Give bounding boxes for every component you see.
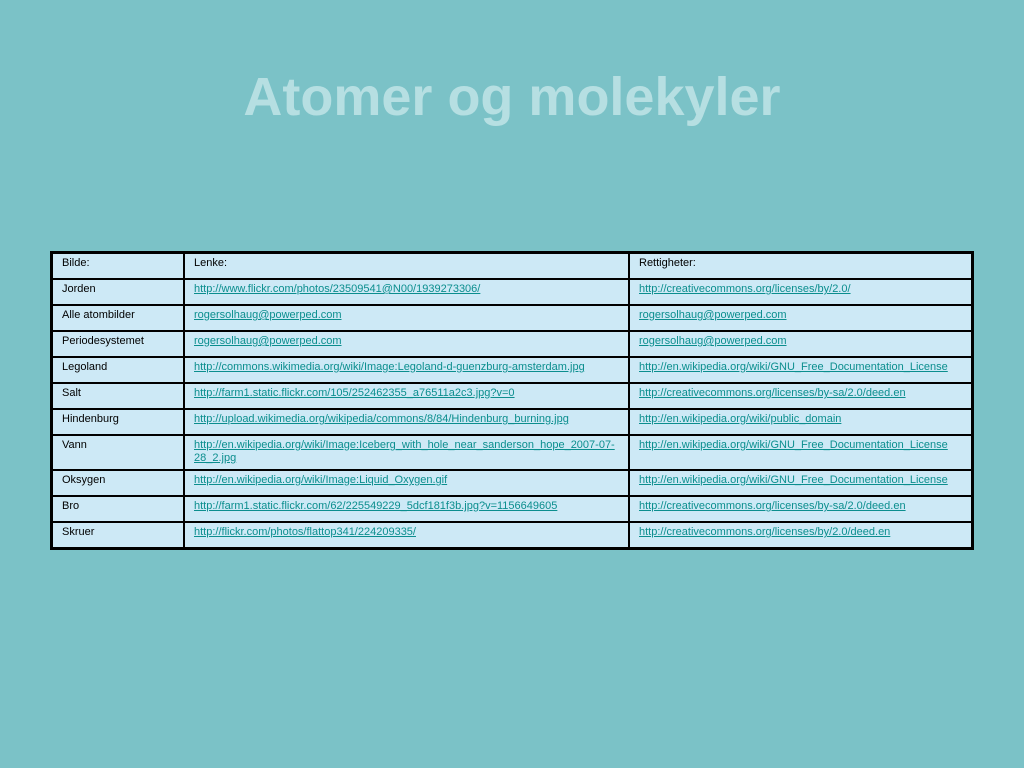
header-link: Lenke: <box>184 253 629 280</box>
source-link[interactable]: http://farm1.static.flickr.com/105/252462355_a76511a2c3.jpg?v=0 <box>194 387 515 399</box>
license-link[interactable]: http://en.wikipedia.org/wiki/GNU_Free_Documentation_License <box>639 474 948 486</box>
rights-cell <box>629 279 973 305</box>
rights-cell <box>629 331 973 357</box>
license-link[interactable]: http://en.wikipedia.org/wiki/GNU_Free_Documentation_License <box>639 439 948 451</box>
link-cell <box>184 435 629 470</box>
license-link[interactable]: http://creativecommons.org/licenses/by-sa/2.0/deed.en <box>639 387 906 399</box>
rights-cell <box>629 496 973 522</box>
source-link[interactable]: http://commons.wikimedia.org/wiki/Image:Legoland-d-guenzburg-amsterdam.jpg <box>194 361 585 373</box>
table-row <box>52 357 973 383</box>
table-row <box>52 522 973 549</box>
license-link[interactable]: http://creativecommons.org/licenses/by-sa/2.0/deed.en <box>639 500 906 512</box>
table-header-row <box>52 253 973 280</box>
header-rights: Rettigheter: <box>629 253 973 280</box>
link-cell <box>184 331 629 357</box>
image-name-cell: Periodesystemet <box>52 331 185 357</box>
image-name-cell: Salt <box>52 383 185 409</box>
image-name-cell: Hindenburg <box>52 409 185 435</box>
header-image: Bilde: <box>52 253 185 280</box>
rights-cell <box>629 522 973 549</box>
license-link[interactable]: http://en.wikipedia.org/wiki/public_domain <box>639 413 842 425</box>
source-link[interactable]: http://flickr.com/photos/flattop341/224209335/ <box>194 526 416 538</box>
source-link[interactable]: rogersolhaug@powerped.com <box>194 309 342 321</box>
rights-cell <box>629 305 973 331</box>
rights-cell <box>629 357 973 383</box>
rights-cell <box>629 383 973 409</box>
image-name-cell: Jorden <box>52 279 185 305</box>
image-name-cell: Bro <box>52 496 185 522</box>
table-row <box>52 409 973 435</box>
table-row <box>52 496 973 522</box>
image-name-cell: Oksygen <box>52 470 185 496</box>
link-cell <box>184 357 629 383</box>
rights-cell <box>629 409 973 435</box>
source-link[interactable]: http://www.flickr.com/photos/23509541@N00/1939273306/ <box>194 283 481 295</box>
image-name-cell: Alle atombilder <box>52 305 185 331</box>
image-name-cell: Skruer <box>52 522 185 549</box>
slide-title: Atomer og molekyler <box>243 67 781 127</box>
table-row <box>52 279 973 305</box>
image-credits-table <box>50 251 974 550</box>
link-cell <box>184 522 629 549</box>
source-link[interactable]: http://upload.wikimedia.org/wikipedia/commons/8/84/Hindenburg_burning.jpg <box>194 413 569 425</box>
link-cell <box>184 383 629 409</box>
license-link[interactable]: rogersolhaug@powerped.com <box>639 335 787 347</box>
table-row <box>52 331 973 357</box>
table-row <box>52 470 973 496</box>
image-name-cell: Vann <box>52 435 185 470</box>
link-cell <box>184 279 629 305</box>
source-link[interactable]: http://en.wikipedia.org/wiki/Image:Liquid_Oxygen.gif <box>194 474 448 486</box>
link-cell <box>184 305 629 331</box>
source-link[interactable]: http://farm1.static.flickr.com/62/225549229_5dcf181f3b.jpg?v=1156649605 <box>194 500 558 512</box>
link-cell <box>184 496 629 522</box>
link-cell <box>184 409 629 435</box>
image-name-cell: Legoland <box>52 357 185 383</box>
license-link[interactable]: rogersolhaug@powerped.com <box>639 309 787 321</box>
license-link[interactable]: http://creativecommons.org/licenses/by/2.0/ <box>639 283 851 295</box>
table-row <box>52 383 973 409</box>
rights-cell <box>629 435 973 470</box>
link-cell <box>184 470 629 496</box>
table-row <box>52 435 973 470</box>
source-link[interactable]: http://en.wikipedia.org/wiki/Image:Iceberg_with_hole_near_sanderson_hope_2007-07-28_2.jpg <box>194 439 615 464</box>
table-row <box>52 305 973 331</box>
source-link[interactable]: rogersolhaug@powerped.com <box>194 335 342 347</box>
rights-cell <box>629 470 973 496</box>
license-link[interactable]: http://creativecommons.org/licenses/by/2.0/deed.en <box>639 526 891 538</box>
license-link[interactable]: http://en.wikipedia.org/wiki/GNU_Free_Documentation_License <box>639 361 948 373</box>
